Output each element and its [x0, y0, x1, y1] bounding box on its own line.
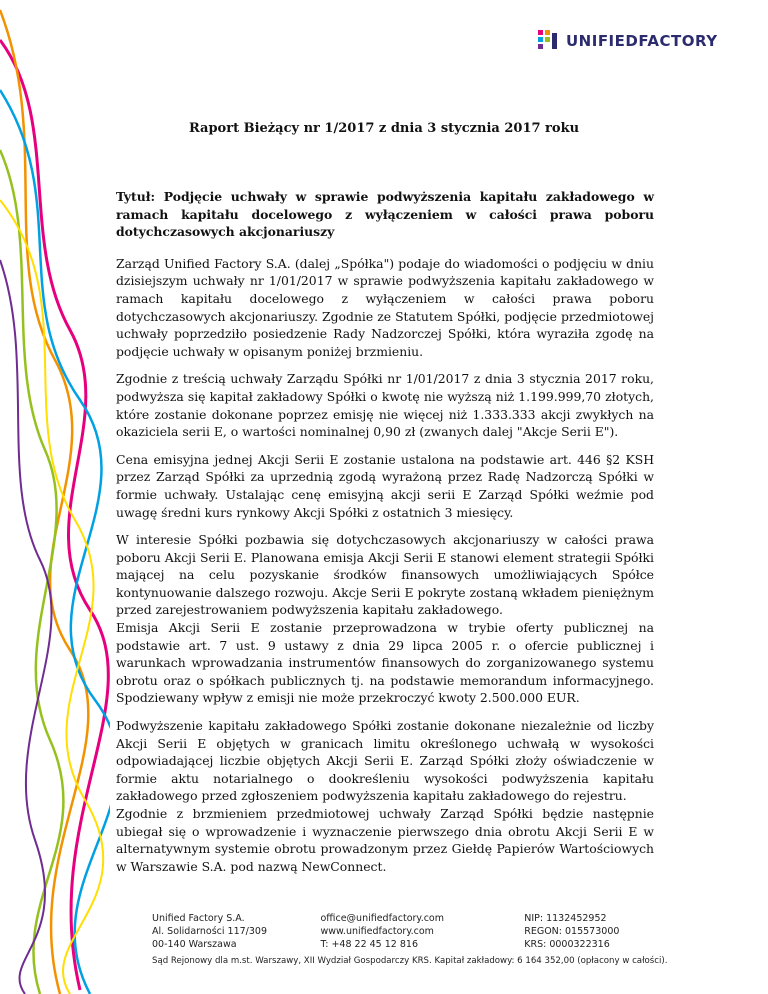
- footer-email[interactable]: office@unifiedfactory.com: [320, 913, 444, 924]
- footer-website[interactable]: www.unifiedfactory.com: [320, 926, 434, 937]
- paragraph: W interesie Spółki pozbawia się dotychczasowych akcjonariuszy w całości prawa poboru Akcji Serii E. Planowana emisja Akcji Serii E stanowi element strategii Spółki mającej na celu pozyskanie środków finansowych umożliwiających Spółce kontynuowanie dalszego rozwoju. Akcje Serii E pokryte zostaną wkładem pieniężnym przed zarejestrowaniem podwyższenia kapitału zakładowego.: [116, 532, 654, 618]
- company-logo: [538, 30, 718, 52]
- decorative-swirl-graphic: [0, 0, 110, 994]
- report-body: [116, 188, 654, 885]
- paragraph: Zgodnie z brzmieniem przedmiotowej uchwały Zarząd Spółki będzie następnie ubiegał się o wprowadzenie i wyznaczenie pierwszego dnia obrotu Akcji Serii E w alternatywnym systemie obrotu prowadzonym przez Giełdę Papierów Wartościowych w Warszawie S.A. pod nazwą NewConnect.: [116, 806, 654, 874]
- footer: [152, 912, 668, 968]
- footer-line: REGON: 015573000: [524, 926, 620, 937]
- footer-contact: [320, 912, 524, 951]
- footer-line: Unified Factory S.A.: [152, 913, 245, 924]
- paragraph: Podwyższenie kapitału zakładowego Spółki zostanie dokonane niezależnie od liczby Akcji Serii E objętych w granicach limitu określonego uchwałą w wysokości odpowiadającej liczbie objętych Akcji Serii E. Zarząd Spółki złoży oświadczenie w formie aktu notarialnego o dookreśleniu wysokości podwyższenia kapitału zakładowego przed zgłoszeniem podwyższenia kapitału zakładowego do rejestru.: [116, 718, 654, 804]
- paragraph: Zgodnie z treścią uchwały Zarządu Spółki nr 1/01/2017 z dnia 3 stycznia 2017 roku, podwyższa się kapitał zakładowy Spółki o kwotę nie wyższą niż 1.199.999,70 złotych, które zostanie dokonane poprzez emisję nie więcej niż 1.333.333 akcji zwykłych na okaziciela serii E, o wartości nominalnej 0,90 zł (zwanych dalej "Akcje Serii E").: [116, 371, 654, 440]
- report-subject: Tytuł: Podjęcie uchwały w sprawie podwyższenia kapitału zakładowego w ramach kapitału docelowego z wyłączeniem w całości prawa poboru dotychczasowych akcjonariuszy: [116, 189, 654, 240]
- footer-line: 00-140 Warszawa: [152, 939, 237, 950]
- footer-court-note: Sąd Rejonowy dla m.st. Warszawy, XII Wydział Gospodarczy KRS. Kapitał zakładowy: 6 164 352,00 (opłacony w całości).: [152, 956, 668, 966]
- footer-line: KRS: 0000322316: [524, 939, 610, 950]
- logo-text: UNIFIEDFACTORY: [566, 32, 718, 50]
- paragraph: Emisja Akcji Serii E zostanie przeprowadzona w trybie oferty publicznej na podstawie art. 7 ust. 9 ustawy z dnia 29 lipca 2005 r. o ofercie publicznej i warunkach wprowadzania instrumentów finansowych do zorganizowanego systemu obrotu oraz o spółkach publicznych tj. na podstawie memorandum informacyjnego. Spodziewany wpływ z emisji nie może przekroczyć kwoty 2.500.000 EUR.: [116, 620, 654, 706]
- report-title: Raport Bieżący nr 1/2017 z dnia 3 stycznia 2017 roku: [188, 121, 580, 136]
- footer-phone: T: +48 22 45 12 816: [320, 939, 418, 950]
- footer-line: Al. Solidarności 117/309: [152, 926, 268, 937]
- footer-line: NIP: 1132452952: [524, 913, 607, 924]
- paragraph: Zarząd Unified Factory S.A. (dalej „Spółka") podaje do wiadomości o podjęciu w dniu dzisiejszym uchwały nr 1/01/2017 w sprawie podwyższenia kapitału zakładowego w ramach kapitału docelowego z wyłączeniem w całości prawa poboru dotychczasowych akcjonariuszy. Zgodnie ze Statutem Spółki, podjęcie przedmiotowej uchwały poprzedziło posiedzenie Rady Nadzorczej Spółki, która wyraziła zgodę na podjęcie uchwały w opisanym poniżej brzmieniu.: [116, 255, 654, 359]
- paragraph: Cena emisyjna jednej Akcji Serii E zostanie ustalona na podstawie art. 446 §2 KSH przez Zarząd Spółki za uprzednią zgodą wyrażoną przez Radę Nadzorczą Spółki w formie uchwały. Ustalając cenę emisyjną akcji serii E Zarząd Spółki weźmie pod uwagę średni kurs rynkowy Akcji Spółki z ostatnich 3 miesięcy.: [116, 451, 654, 520]
- footer-company: [152, 912, 320, 951]
- footer-registry: [524, 912, 632, 951]
- logo-mark-icon: [538, 30, 560, 52]
